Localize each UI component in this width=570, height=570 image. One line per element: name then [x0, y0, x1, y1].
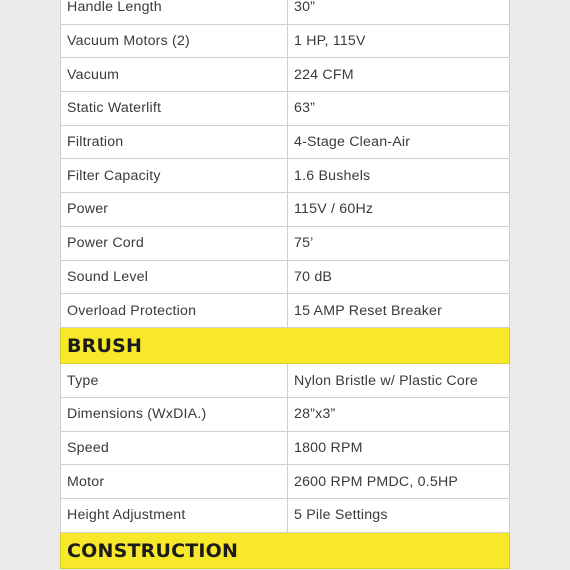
table-row: [61, 499, 510, 533]
spec-label: Vacuum Motors (2): [61, 24, 288, 58]
spec-value: 30”: [288, 0, 510, 24]
table-row: [61, 226, 510, 260]
spec-value: 28”x3”: [288, 398, 510, 432]
spec-label: Power: [61, 193, 288, 227]
table-row: [61, 0, 510, 24]
spec-label: Speed: [61, 431, 288, 465]
table-row: [61, 193, 510, 227]
table-row: [61, 465, 510, 499]
spec-value: 70 dB: [288, 260, 510, 294]
spec-table: [60, 0, 510, 569]
section-header-brush: [61, 327, 510, 364]
table-row: [61, 159, 510, 193]
spec-value: 1800 RPM: [288, 431, 510, 465]
spec-label: Filtration: [61, 125, 288, 159]
spec-label: Vacuum: [61, 58, 288, 92]
spec-value: 63”: [288, 92, 510, 126]
table-row: [61, 398, 510, 432]
section-title: BRUSH: [61, 327, 510, 364]
table-row: [61, 24, 510, 58]
spec-value: 1.6 Bushels: [288, 159, 510, 193]
spec-value: 4-Stage Clean-Air: [288, 125, 510, 159]
spec-label: Sound Level: [61, 260, 288, 294]
spec-value: 1 HP, 115V: [288, 24, 510, 58]
table-row: [61, 58, 510, 92]
spec-value: Nylon Bristle w/ Plastic Core: [288, 364, 510, 398]
table-row: [61, 364, 510, 398]
spec-label: Static Waterlift: [61, 92, 288, 126]
spec-label: Filter Capacity: [61, 159, 288, 193]
spec-value: 75’: [288, 226, 510, 260]
table-row: [61, 92, 510, 126]
spec-value: 115V / 60Hz: [288, 193, 510, 227]
table-row: [61, 431, 510, 465]
spec-value: 224 CFM: [288, 58, 510, 92]
section-title: CONSTRUCTION: [61, 532, 510, 569]
spec-label: Type: [61, 364, 288, 398]
table-row: [61, 125, 510, 159]
spec-label: Height Adjustment: [61, 499, 288, 533]
spec-label: Motor: [61, 465, 288, 499]
spec-label: Power Cord: [61, 226, 288, 260]
spec-label: Dimensions (WxDIA.): [61, 398, 288, 432]
table-row: [61, 294, 510, 328]
table-row: [61, 260, 510, 294]
spec-value: 5 Pile Settings: [288, 499, 510, 533]
section-header-construction: [61, 532, 510, 569]
spec-value: 15 AMP Reset Breaker: [288, 294, 510, 328]
spec-label: Handle Length: [61, 0, 288, 24]
spec-value: 2600 RPM PMDC, 0.5HP: [288, 465, 510, 499]
spec-label: Overload Protection: [61, 294, 288, 328]
